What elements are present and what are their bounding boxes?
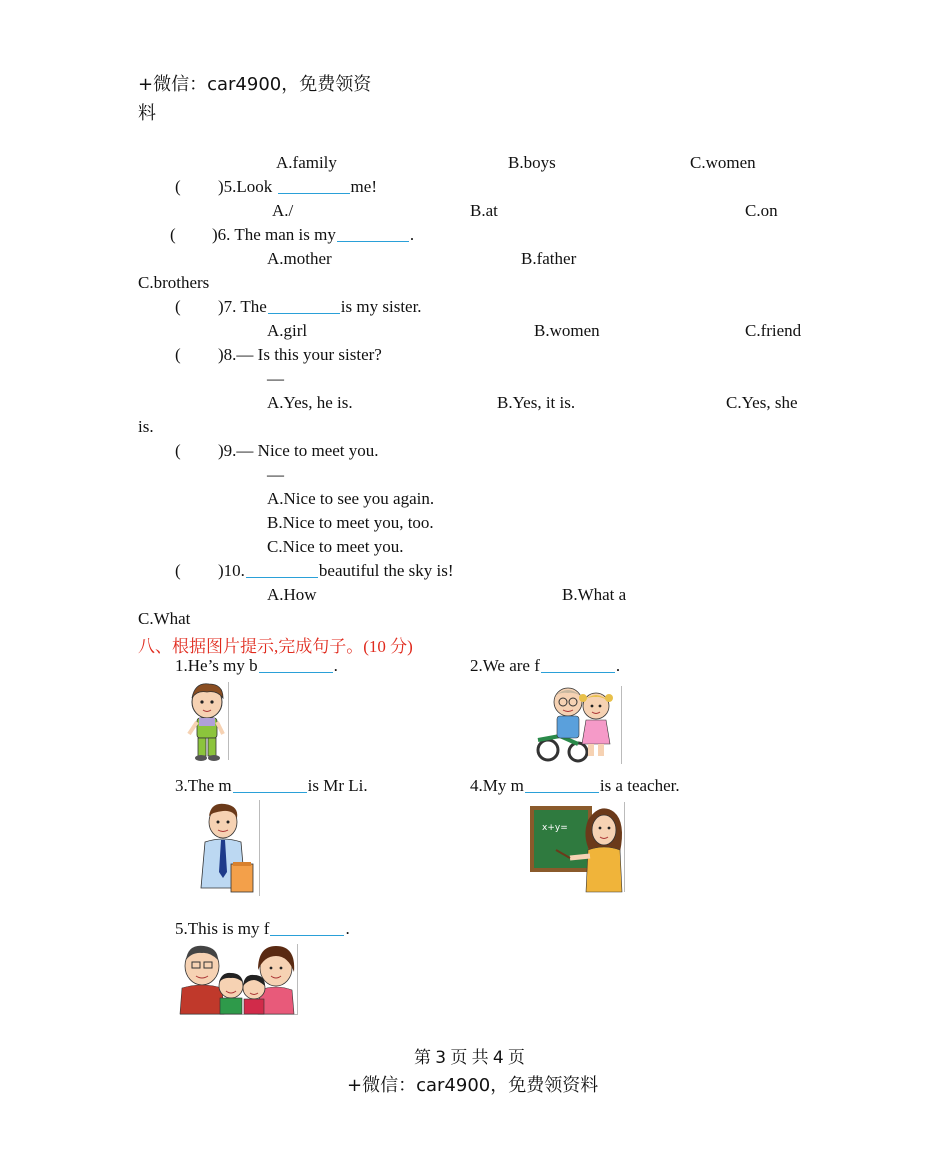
page-number-mid: 页 共 bbox=[450, 1048, 489, 1067]
boy-illustration bbox=[183, 680, 235, 764]
q6-option-a: A.mother bbox=[267, 249, 332, 268]
q4-option-c: C.women bbox=[690, 153, 756, 172]
q5-stem: )5.Look bbox=[218, 177, 273, 196]
q9-option-c: C.Nice to meet you. bbox=[267, 537, 404, 556]
q6-option-b: B.father bbox=[521, 249, 577, 268]
q7-answer-blank[interactable] bbox=[268, 312, 340, 314]
page-number-current: 3 bbox=[435, 1048, 447, 1068]
sentence-2-post: . bbox=[615, 656, 621, 675]
page-number-pre: 第 bbox=[414, 1048, 431, 1067]
man-illustration bbox=[193, 798, 263, 898]
q8-option-c: C.Yes, she bbox=[726, 393, 798, 412]
q7-option-c: C.friend bbox=[745, 321, 802, 340]
q5-answer-blank[interactable] bbox=[278, 192, 350, 194]
section-8-title: 八、根据图片提示,完成句子。(10 分) bbox=[138, 637, 413, 656]
q10-option-c: C.What bbox=[138, 609, 191, 628]
q8-dash: — bbox=[267, 369, 284, 388]
sentence-1 bbox=[175, 656, 338, 676]
q9-option-a: A.Nice to see you again. bbox=[267, 489, 435, 508]
sentence-1-pre: 1.He’s my b bbox=[175, 656, 258, 675]
q7-stem-after: is my sister. bbox=[340, 297, 422, 316]
q5-question bbox=[218, 177, 377, 197]
q8-option-a: A.Yes, he is. bbox=[267, 393, 353, 412]
q7-paren: ( bbox=[175, 297, 181, 316]
sentence-4-blank[interactable] bbox=[525, 791, 599, 793]
q5-paren: ( bbox=[175, 177, 181, 196]
friends-illustration bbox=[530, 684, 624, 766]
sentence-2-blank[interactable] bbox=[541, 671, 615, 673]
q10-option-a: A.How bbox=[267, 585, 317, 604]
sentence-4 bbox=[470, 776, 680, 796]
sentence-1-post: . bbox=[333, 656, 338, 675]
q4-option-a: A.family bbox=[276, 153, 337, 172]
q10-answer-blank[interactable] bbox=[246, 576, 318, 578]
q5-option-a: A./ bbox=[272, 201, 294, 220]
q8-option-b: B.Yes, it is. bbox=[497, 393, 576, 412]
sentence-2 bbox=[470, 656, 620, 676]
page-number bbox=[414, 1043, 525, 1068]
q10-option-b: B.What a bbox=[562, 585, 627, 604]
sentence-4-pre: 4.My m bbox=[470, 776, 524, 795]
q8-option-c-wrap: is. bbox=[138, 417, 154, 436]
q6-stem: )6. The man is my bbox=[212, 225, 336, 244]
footer-wechat: +微信：car4900，免费领资料 bbox=[347, 1075, 599, 1096]
page-number-post: 页 bbox=[507, 1048, 525, 1067]
q6-stem-after: . bbox=[409, 225, 415, 244]
sentence-1-blank[interactable] bbox=[259, 671, 333, 673]
q8-paren: ( bbox=[175, 345, 181, 364]
q10-paren: ( bbox=[175, 561, 181, 580]
q7-option-b: B.women bbox=[534, 321, 600, 340]
family-illustration bbox=[178, 942, 300, 1016]
q10-stem: )10. bbox=[218, 561, 245, 580]
sentence-3-blank[interactable] bbox=[233, 791, 307, 793]
sentence-5-post: . bbox=[345, 919, 350, 938]
q7-option-a: A.girl bbox=[267, 321, 308, 340]
q9-question: )9.— Nice to meet you. bbox=[218, 441, 379, 460]
q6-answer-blank[interactable] bbox=[337, 240, 409, 242]
q8-question: )8.— Is this your sister? bbox=[218, 345, 382, 364]
chalkboard-text: x+y= bbox=[542, 823, 568, 833]
q6-question bbox=[212, 225, 414, 245]
q5-stem-after: me! bbox=[350, 177, 377, 196]
page-number-total: 4 bbox=[492, 1048, 504, 1068]
q6-option-c: C.brothers bbox=[138, 273, 210, 292]
q6-paren: ( bbox=[170, 225, 176, 244]
sentence-3 bbox=[175, 776, 368, 796]
q10-question bbox=[218, 561, 453, 581]
q5-option-b: B.at bbox=[470, 201, 498, 220]
teacher-illustration bbox=[530, 800, 628, 894]
header-wechat-line1: +微信：car4900，免费领资 bbox=[138, 74, 372, 95]
header-wechat-line2: 料 bbox=[138, 103, 156, 124]
sentence-3-pre: 3.The m bbox=[175, 776, 232, 795]
q9-paren: ( bbox=[175, 441, 181, 460]
q10-stem-after: beautiful the sky is! bbox=[318, 561, 454, 580]
sentence-2-pre: 2.We are f bbox=[470, 656, 540, 675]
sentence-5-blank[interactable] bbox=[270, 934, 344, 936]
sentence-4-post: is a teacher. bbox=[599, 776, 680, 795]
sentence-3-post: is Mr Li. bbox=[307, 776, 368, 795]
sentence-5-pre: 5.This is my f bbox=[175, 919, 270, 938]
q9-dash: — bbox=[267, 465, 284, 484]
q4-option-b: B.boys bbox=[508, 153, 556, 172]
q7-stem: )7. The bbox=[218, 297, 267, 316]
q7-question bbox=[218, 297, 422, 317]
sentence-5 bbox=[175, 919, 350, 939]
q5-option-c: C.on bbox=[745, 201, 778, 220]
q9-option-b: B.Nice to meet you, too. bbox=[267, 513, 434, 532]
